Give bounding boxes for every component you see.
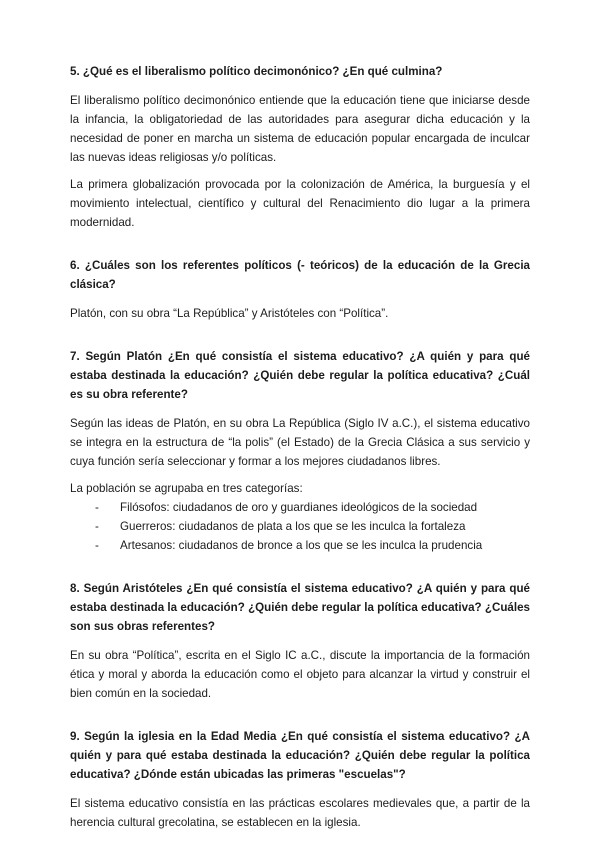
- qa-section-9: [70, 727, 530, 832]
- answer-paragraph: El liberalismo político decimonónico entiende que la educación tiene que iniciarse desde la infancia, la obligatoriedad de las autoridades para asegurar dicha educación y la necesidad de poner en marcha un sistema de educación popular encargada de inculcar las nuevas ideas religiosas y/o políticas.: [70, 94, 530, 164]
- list-item: [70, 517, 530, 536]
- question-heading: 6. ¿Cuáles son los referentes políticos (- teóricos) de la educación de la Grecia clásica?: [70, 259, 530, 291]
- list-item-text: Filósofos: ciudadanos de oro y guardianes ideológicos de la sociedad: [120, 501, 478, 514]
- list-item: [70, 536, 530, 555]
- list-bullet: -: [95, 539, 99, 552]
- answer-paragraph: En su obra “Política”, escrita en el Siglo IC a.C., discute la importancia de la formación ética y moral y aborda la educación como el objeto para alcanzar la virtud y construir el bien común en la sociedad.: [70, 649, 530, 700]
- answer-paragraph: El sistema educativo consistía en las prácticas escolares medievales que, a partir de la herencia cultural grecolatina, se establecen en la iglesia.: [70, 797, 530, 829]
- answer-paragraph: La primera globalización provocada por la colonización de América, la burguesía y el movimiento intelectual, científico y cultural del Renacimiento dio lugar a la primera modernidad.: [70, 178, 530, 229]
- question-heading: 7. Según Platón ¿En qué consistía el sistema educativo? ¿A quién y para qué estaba destinada la educación? ¿Quién debe regular la política educativa? ¿Cuál es su obra referente?: [70, 350, 530, 401]
- question-heading: 9. Según la iglesia en la Edad Media ¿En qué consistía el sistema educativo? ¿A quién y para qué estaba destinada la educación? ¿Quién debe regular la política educativa? ¿Dónde están ubicadas las primeras "escuelas"?: [70, 730, 530, 781]
- qa-section-6: [70, 256, 530, 323]
- answer-paragraph: Platón, con su obra “La República” y Aristóteles con “Política”.: [70, 307, 389, 320]
- qa-section-8: [70, 579, 530, 703]
- list-bullet: -: [95, 501, 99, 514]
- question-heading: 5. ¿Qué es el liberalismo político decimonónico? ¿En qué culmina?: [70, 65, 443, 78]
- list-item-text: Artesanos: ciudadanos de bronce a los que se les inculca la prudencia: [120, 539, 483, 552]
- category-list: [70, 498, 530, 555]
- list-bullet: -: [95, 520, 99, 533]
- list-item-text: Guerreros: ciudadanos de plata a los que se les inculca la fortaleza: [120, 520, 466, 533]
- answer-paragraph: La población se agrupaba en tres categorías:: [70, 482, 303, 495]
- qa-section-5: [70, 62, 530, 232]
- qa-section-7: [70, 347, 530, 555]
- list-item: [70, 498, 530, 517]
- question-heading: 8. Según Aristóteles ¿En qué consistía el sistema educativo? ¿A quién y para qué estaba destinada la educación? ¿Quién debe regular la política educativa? ¿Cuáles son sus obras referentes?: [70, 582, 530, 633]
- answer-paragraph: Según las ideas de Platón, en su obra La República (Siglo IV a.C.), el sistema educativo se integra en la estructura de “la polis” (el Estado) de la Grecia Clásica a sus servicio y cuya función sería seleccionar y formar a los mejores ciudadanos libres.: [70, 417, 530, 468]
